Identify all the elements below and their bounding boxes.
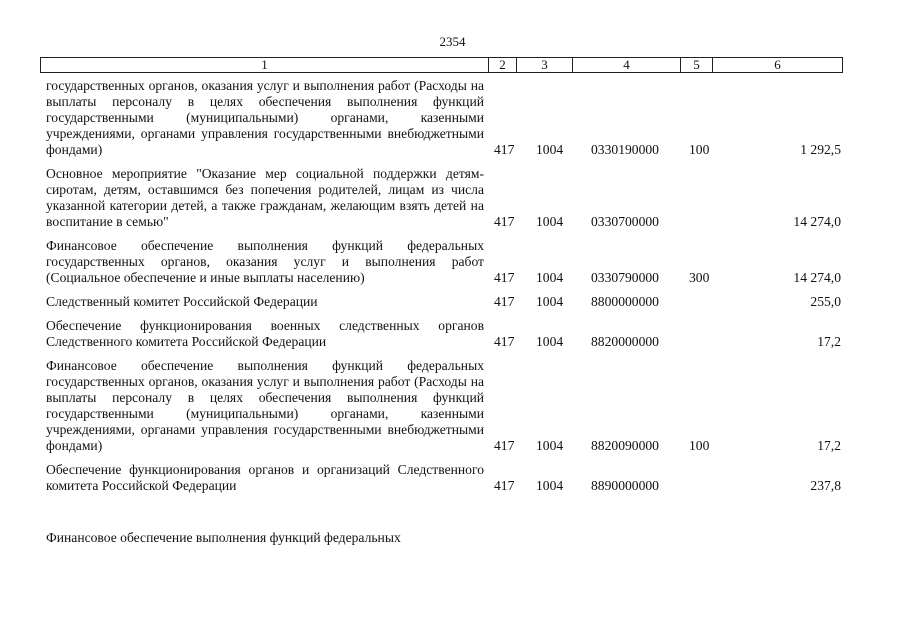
section-code: 1004 — [536, 478, 564, 493]
budget-rows — [0, 78, 905, 554]
column-header-4: 4 — [573, 58, 681, 73]
ministry-code: 417 — [494, 270, 515, 285]
ministry-code: 417 — [494, 294, 515, 309]
column-header-6: 6 — [713, 58, 843, 73]
target-article-code: 0330790000 — [591, 270, 659, 285]
column-header-1: 1 — [41, 58, 489, 73]
amount: 14 274,0 — [793, 214, 841, 229]
section-code: 1004 — [536, 142, 564, 157]
row-description: государственных органов, оказания услуг и выполнения работ (Расходы на выплаты персоналу в целях обеспечения выполнения функций государственными (муниципальными) органами, казенными учреждениями, органами управления государственными внебюджетными фондами) — [46, 78, 484, 157]
section-code: 1004 — [536, 214, 564, 229]
table-row — [0, 294, 905, 310]
amount: 1 292,5 — [800, 142, 841, 157]
row-description: Обеспечение функционирования органов и организаций Следственного комитета Российской Федерации — [46, 462, 484, 493]
page-number: 2354 — [439, 34, 466, 49]
ministry-code: 417 — [494, 142, 515, 157]
amount: 14 274,0 — [793, 270, 841, 285]
row-description: Основное мероприятие "Оказание мер социальной поддержки детям-сиротам, детям, оставшимся без попечения родителей, лицам из числа указанной категории детей, а также гражданам, желающим взять детей на воспитание в семью" — [46, 166, 484, 229]
ministry-code: 417 — [494, 438, 515, 453]
column-header-2: 2 — [489, 58, 517, 73]
expense-type-code: 100 — [689, 438, 710, 453]
table-row — [0, 462, 905, 494]
expense-type-code: 100 — [689, 142, 710, 157]
target-article-code: 8820000000 — [591, 334, 659, 349]
table-row — [0, 358, 905, 454]
target-article-code: 0330700000 — [591, 214, 659, 229]
row-description: Финансовое обеспечение выполнения функций федеральных — [46, 530, 401, 545]
row-description: Финансовое обеспечение выполнения функций федеральных государственных органов, оказания услуг и выполнения работ (Социальное обеспечение и иные выплаты населению) — [46, 238, 484, 285]
table-row — [0, 78, 905, 158]
column-header-table — [40, 57, 843, 73]
target-article-code: 8800000000 — [591, 294, 659, 309]
column-header-row — [41, 58, 843, 73]
row-description: Финансовое обеспечение выполнения функций федеральных государственных органов, оказания услуг и выполнения работ (Расходы на выплаты персоналу в целях обеспечения выполнения функций государственными (муниципальными) органами, казенными учреждениями, органами управления государственными внебюджетными фондами) — [46, 358, 484, 453]
table-row — [0, 166, 905, 230]
column-header-5: 5 — [681, 58, 713, 73]
table-row — [0, 530, 905, 546]
target-article-code: 8820090000 — [591, 438, 659, 453]
row-description: Обеспечение функционирования военных следственных органов Следственного комитета Российской Федерации — [46, 318, 484, 349]
amount: 255,0 — [810, 294, 841, 309]
amount: 17,2 — [817, 438, 841, 453]
amount: 17,2 — [817, 334, 841, 349]
section-code: 1004 — [536, 334, 564, 349]
ministry-code: 417 — [494, 478, 515, 493]
table-row — [0, 318, 905, 350]
section-code: 1004 — [536, 294, 564, 309]
table-row — [0, 238, 905, 286]
ministry-code: 417 — [494, 334, 515, 349]
section-code: 1004 — [536, 270, 564, 285]
row-description: Следственный комитет Российской Федерации — [46, 294, 318, 309]
amount: 237,8 — [810, 478, 841, 493]
section-code: 1004 — [536, 438, 564, 453]
column-header-3: 3 — [517, 58, 573, 73]
target-article-code: 0330190000 — [591, 142, 659, 157]
expense-type-code: 300 — [689, 270, 710, 285]
ministry-code: 417 — [494, 214, 515, 229]
target-article-code: 8890000000 — [591, 478, 659, 493]
